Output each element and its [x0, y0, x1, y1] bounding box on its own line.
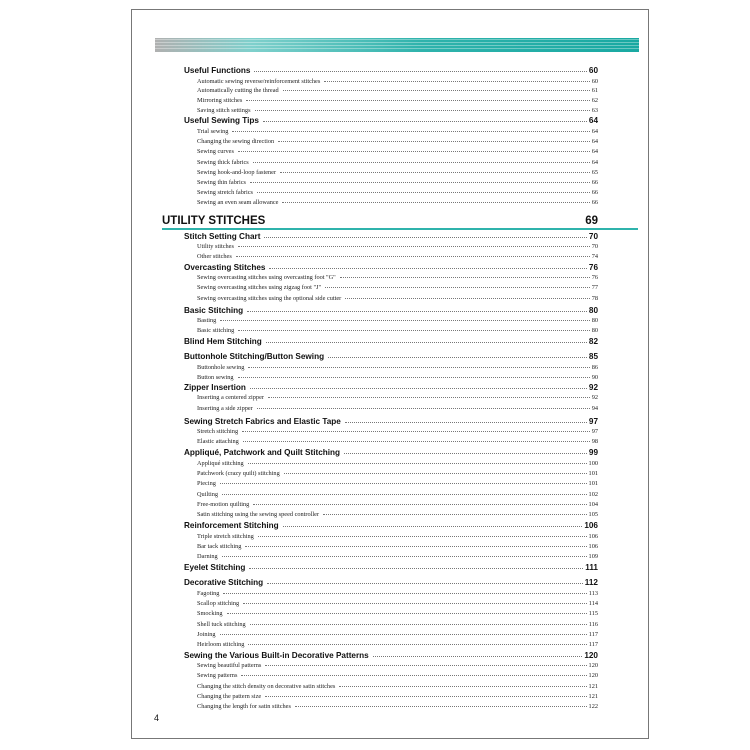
- entry-title: Sewing the Various Built-in Decorative Patterns: [184, 651, 369, 660]
- entry-title: Sewing curves: [197, 148, 234, 155]
- entry-page: 115: [588, 610, 598, 617]
- entry-page: 66: [591, 179, 598, 186]
- entry-page: 116: [588, 621, 598, 628]
- entry-title: Eyelet Stitching: [184, 563, 246, 572]
- entry-title: Piecing: [197, 480, 216, 487]
- toc-sub-entry: [197, 630, 598, 638]
- entry-page: 117: [588, 641, 598, 648]
- dot-leader: [238, 330, 589, 331]
- entry-page: 106: [588, 533, 598, 540]
- entry-title: Useful Functions: [184, 66, 251, 75]
- toc-section-entry: [184, 335, 598, 346]
- entry-page: 121: [588, 683, 598, 690]
- entry-title: Saving stitch settings: [197, 107, 251, 114]
- entry-page: 78: [591, 295, 598, 302]
- dot-leader: [284, 473, 587, 474]
- dot-leader: [344, 453, 587, 454]
- entry-title: Changing the pattern size: [197, 693, 262, 700]
- dot-leader: [220, 483, 587, 484]
- entry-page: 92: [588, 383, 598, 392]
- entry-page: 65: [591, 169, 598, 176]
- entry-page: 77: [591, 284, 598, 291]
- toc-sub-entry: [197, 609, 598, 617]
- entry-title: Satin stitching using the sewing speed controller: [197, 511, 320, 518]
- toc-sub-entry: [197, 552, 598, 560]
- entry-page: 111: [585, 563, 598, 572]
- toc-sub-entry: [197, 77, 598, 85]
- entry-title: Sewing thick fabrics: [197, 159, 249, 166]
- toc-sub-entry: [197, 692, 598, 700]
- entry-title: Smocking: [197, 610, 223, 617]
- dot-leader: [339, 686, 586, 687]
- toc-sub-entry: [197, 682, 598, 690]
- entry-title: Sewing beautiful patterns: [197, 662, 262, 669]
- dot-leader: [248, 644, 586, 645]
- entry-title: Sewing an even seam allowance: [197, 199, 279, 206]
- entry-page: 64: [591, 148, 598, 155]
- toc-sub-entry: [197, 459, 598, 467]
- dot-leader: [222, 494, 587, 495]
- toc-sub-entry: [197, 479, 598, 487]
- toc-sub-entry: [197, 599, 598, 607]
- entry-page: 112: [584, 578, 598, 587]
- entry-page: 70: [591, 243, 598, 250]
- entry-title: Stretch stitching: [197, 428, 239, 435]
- dot-leader: [249, 568, 583, 569]
- dot-leader: [223, 593, 586, 594]
- toc-sub-entry: [197, 316, 598, 324]
- dot-leader: [243, 603, 587, 604]
- toc-sub-entry: [197, 168, 598, 176]
- toc-sub-entry: [197, 469, 598, 477]
- entry-title: Sewing overcasting stitches using overcasting foot "G": [197, 274, 336, 281]
- dot-leader: [227, 613, 587, 614]
- entry-page: 76: [591, 274, 598, 281]
- toc-sub-entry: [197, 427, 598, 435]
- entry-title: Button sewing: [197, 374, 234, 381]
- toc-section-entry: [184, 114, 598, 125]
- entry-page: 64: [591, 128, 598, 135]
- chapter-heading: [162, 212, 598, 227]
- entry-page: 120: [588, 672, 598, 679]
- dot-leader: [254, 71, 586, 72]
- entry-title: Scallop stitching: [197, 600, 240, 607]
- entry-title: Triple stretch stitching: [197, 533, 254, 540]
- toc-section-entry: [184, 261, 598, 272]
- dot-leader: [340, 277, 590, 278]
- dot-leader: [250, 182, 590, 183]
- dot-leader: [238, 246, 590, 247]
- dot-leader: [238, 377, 590, 378]
- dot-leader: [242, 431, 590, 432]
- entry-title: Buttonhole sewing: [197, 364, 245, 371]
- entry-page: 106: [584, 521, 598, 530]
- entry-title: Automatically cutting the thread: [197, 87, 279, 94]
- chapter-title: UTILITY STITCHES: [162, 215, 266, 227]
- dot-leader: [267, 583, 583, 584]
- entry-page: 100: [588, 460, 598, 467]
- entry-page: 106: [588, 543, 598, 550]
- entry-page: 109: [588, 553, 598, 560]
- toc-sub-entry: [197, 510, 598, 518]
- dot-leader: [250, 624, 587, 625]
- entry-title: Basting: [197, 317, 217, 324]
- entry-title: Patchwork (crazy quilt) stitching: [197, 470, 280, 477]
- entry-title: Quilting: [197, 491, 218, 498]
- entry-page: 80: [588, 306, 598, 315]
- toc-section-entry: [184, 350, 598, 361]
- entry-page: 102: [588, 491, 598, 498]
- entry-title: Inserting a centered zipper: [197, 394, 264, 401]
- toc-section-entry: [184, 561, 598, 572]
- dot-leader: [243, 441, 590, 442]
- dot-leader: [258, 536, 587, 537]
- toc-sub-entry: [197, 188, 598, 196]
- entry-page: 113: [588, 590, 598, 597]
- entry-page: 64: [588, 116, 598, 125]
- dot-leader: [236, 256, 590, 257]
- toc-sub-entry: [197, 326, 598, 334]
- entry-page: 63: [591, 107, 598, 114]
- dot-leader: [269, 268, 586, 269]
- dot-leader: [247, 311, 587, 312]
- dot-leader: [278, 141, 590, 142]
- entry-title: Sewing thin fabrics: [197, 179, 246, 186]
- entry-title: Appliqué stitching: [197, 460, 244, 467]
- dot-leader: [253, 162, 590, 163]
- entry-page: 122: [588, 703, 598, 710]
- entry-title: Elastic attaching: [197, 438, 239, 445]
- entry-title: Mirroring stitches: [197, 97, 243, 104]
- entry-title: Sewing hook-and-loop fastener: [197, 169, 277, 176]
- entry-page: 80: [591, 327, 598, 334]
- dot-leader: [266, 342, 587, 343]
- dot-leader: [373, 656, 583, 657]
- dot-leader: [325, 287, 590, 288]
- entry-title: Blind Hem Stitching: [184, 337, 262, 346]
- entry-title: Heirloom stitching: [197, 641, 245, 648]
- toc-sub-entry: [197, 178, 598, 186]
- entry-page: 60: [588, 66, 598, 75]
- dot-leader: [248, 367, 589, 368]
- dot-leader: [328, 357, 587, 358]
- entry-title: Basic Stitching: [184, 306, 244, 315]
- toc-sub-entry: [197, 283, 598, 291]
- entry-title: Sewing stretch fabrics: [197, 189, 253, 196]
- entry-title: Automatic sewing reverse/reinforcement stitches: [197, 78, 321, 85]
- entry-title: Sewing overcasting stitches using the optional side cutter: [197, 295, 342, 302]
- entry-title: Changing the stitch density on decorative satin stitches: [197, 683, 336, 690]
- entry-page: 97: [588, 417, 598, 426]
- toc-sub-entry: [197, 640, 598, 648]
- toc-section-entry: [184, 415, 598, 426]
- toc-sub-entry: [197, 437, 598, 445]
- dot-leader: [345, 298, 589, 299]
- dot-leader: [345, 422, 587, 423]
- entry-page: 120: [584, 651, 598, 660]
- entry-page: 94: [591, 405, 598, 412]
- page-number: 4: [154, 713, 160, 723]
- entry-page: 105: [588, 511, 598, 518]
- toc-sub-entry: [197, 620, 598, 628]
- dot-leader: [220, 320, 589, 321]
- dot-leader: [265, 696, 586, 697]
- toc-section-entry: [184, 649, 598, 660]
- dot-leader: [257, 192, 590, 193]
- toc-section-entry: [184, 64, 598, 75]
- entry-page: 104: [588, 501, 598, 508]
- entry-page: 121: [588, 693, 598, 700]
- entry-title: Darning: [197, 553, 218, 560]
- entry-page: 90: [591, 374, 598, 381]
- dot-leader: [250, 388, 587, 389]
- entry-title: Utility stitches: [197, 243, 234, 250]
- entry-title: Stitch Setting Chart: [184, 232, 261, 241]
- dot-leader: [245, 546, 586, 547]
- dot-leader: [232, 131, 589, 132]
- entry-title: Sewing Stretch Fabrics and Elastic Tape: [184, 417, 341, 426]
- dot-leader: [246, 100, 589, 101]
- entry-title: Sewing overcasting stitches using zigzag foot "J": [197, 284, 322, 291]
- entry-title: Decorative Stitching: [184, 578, 264, 587]
- entry-title: Useful Sewing Tips: [184, 116, 259, 125]
- entry-page: 101: [588, 470, 598, 477]
- entry-page: 98: [591, 438, 598, 445]
- entry-page: 60: [591, 78, 598, 85]
- entry-title: Other stitches: [197, 253, 232, 260]
- toc-sub-entry: [197, 671, 598, 679]
- entry-page: 82: [588, 337, 598, 346]
- entry-title: Trial sewing: [197, 128, 229, 135]
- entry-title: Joining: [197, 631, 216, 638]
- entry-title: Basic stitching: [197, 327, 235, 334]
- toc-section-entry: [184, 381, 598, 392]
- dot-leader: [248, 463, 587, 464]
- dot-leader: [220, 634, 587, 635]
- entry-title: Inserting a side zipper: [197, 405, 253, 412]
- toc-section-entry: [184, 576, 598, 587]
- toc-sub-entry: [197, 702, 598, 710]
- toc-sub-entry: [197, 589, 598, 597]
- dot-leader: [257, 408, 590, 409]
- dot-leader: [263, 121, 587, 122]
- entry-page: 70: [588, 232, 598, 241]
- entry-title: Changing the length for satin stitches: [197, 703, 291, 710]
- dot-leader: [280, 172, 590, 173]
- toc-sub-entry: [197, 294, 598, 302]
- entry-page: 74: [591, 253, 598, 260]
- entry-page: 99: [588, 448, 598, 457]
- entry-page: 66: [591, 189, 598, 196]
- toc-sub-entry: [197, 252, 598, 260]
- toc-sub-entry: [197, 661, 598, 669]
- toc-sub-entry: [197, 404, 598, 412]
- entry-page: 64: [591, 159, 598, 166]
- entry-page: 117: [588, 631, 598, 638]
- entry-title: Bar tack stitching: [197, 543, 242, 550]
- entry-title: Appliqué, Patchwork and Quilt Stitching: [184, 448, 341, 457]
- dot-leader: [241, 675, 586, 676]
- toc-sub-entry: [197, 532, 598, 540]
- dot-leader: [253, 504, 586, 505]
- toc-sub-entry: [197, 158, 598, 166]
- toc-sub-entry: [197, 393, 598, 401]
- entry-title: Sewing patterns: [197, 672, 238, 679]
- dot-leader: [264, 237, 586, 238]
- toc-sub-entry: [197, 96, 598, 104]
- toc-sub-entry: [197, 137, 598, 145]
- entry-title: Fagoting: [197, 590, 220, 597]
- dot-leader: [238, 151, 590, 152]
- dot-leader: [283, 90, 590, 91]
- entry-page: 66: [591, 199, 598, 206]
- dot-leader: [324, 81, 589, 82]
- toc-sub-entry: [197, 147, 598, 155]
- entry-page: 86: [591, 364, 598, 371]
- toc-sub-entry: [197, 127, 598, 135]
- toc-sub-entry: [197, 373, 598, 381]
- toc-sub-entry: [197, 273, 598, 281]
- entry-title: Reinforcement Stitching: [184, 521, 279, 530]
- header-accent-stripes: [155, 39, 639, 51]
- toc-sub-entry: [197, 542, 598, 550]
- dot-leader: [282, 202, 589, 203]
- entry-page: 62: [591, 97, 598, 104]
- toc-sub-entry: [197, 363, 598, 371]
- entry-page: 76: [588, 263, 598, 272]
- dot-leader: [222, 556, 587, 557]
- toc-section-entry: [184, 230, 598, 241]
- entry-page: 92: [591, 394, 598, 401]
- dot-leader: [323, 514, 586, 515]
- entry-page: 61: [591, 87, 598, 94]
- toc-sub-entry: [197, 490, 598, 498]
- dot-leader: [265, 665, 586, 666]
- toc-section-entry: [184, 304, 598, 315]
- entry-title: Changing the sewing direction: [197, 138, 275, 145]
- entry-page: 80: [591, 317, 598, 324]
- entry-page: 85: [588, 352, 598, 361]
- entry-title: Overcasting Stitches: [184, 263, 266, 272]
- entry-page: 97: [591, 428, 598, 435]
- toc-sub-entry: [197, 500, 598, 508]
- toc-sub-entry: [197, 198, 598, 206]
- dot-leader: [295, 706, 587, 707]
- toc-sub-entry: [197, 242, 598, 250]
- chapter-page: 69: [585, 215, 598, 227]
- entry-title: Free-motion quilting: [197, 501, 250, 508]
- entry-title: Buttonhole Stitching/Button Sewing: [184, 352, 325, 361]
- entry-page: 64: [591, 138, 598, 145]
- toc-sub-entry: [197, 86, 598, 94]
- entry-page: 114: [588, 600, 598, 607]
- dot-leader: [268, 397, 590, 398]
- entry-title: Shell tuck stitching: [197, 621, 246, 628]
- entry-page: 120: [588, 662, 598, 669]
- dot-leader: [283, 526, 583, 527]
- toc-section-entry: [184, 446, 598, 457]
- entry-page: 101: [588, 480, 598, 487]
- toc-sub-entry: [197, 106, 598, 114]
- entry-title: Zipper Insertion: [184, 383, 246, 392]
- toc-section-entry: [184, 519, 598, 530]
- dot-leader: [255, 110, 590, 111]
